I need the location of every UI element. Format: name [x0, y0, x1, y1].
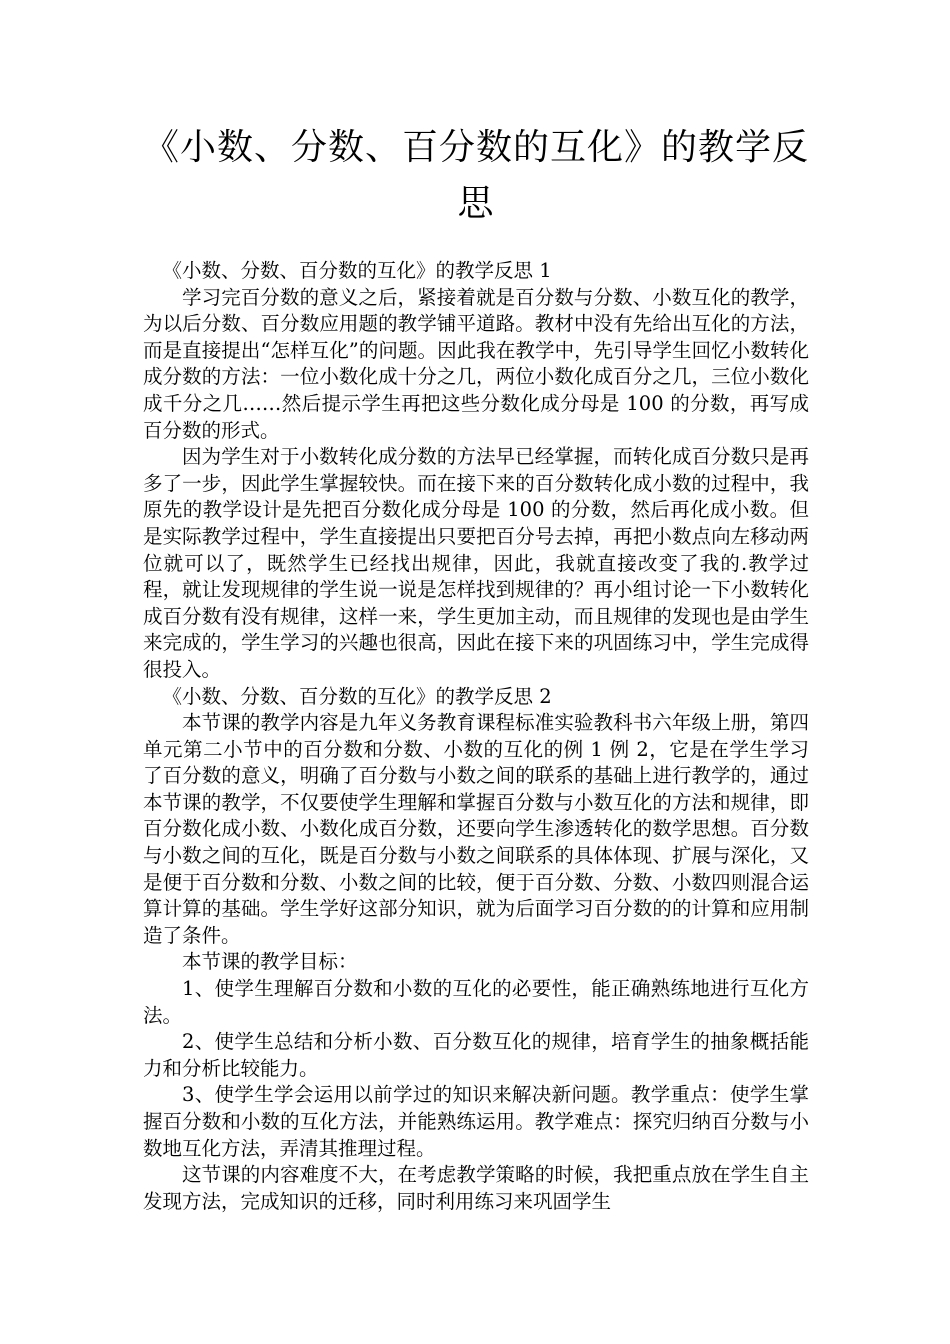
list-item: 3、使学生学会运用以前学过的知识来解决新问题。教学重点：使学生掌握百分数和小数的互化方法，并能熟练运用。教学难点：探究归纳百分数与小数地互化方法，弄清其推理过程。: [143, 1083, 809, 1160]
list-item: 2、使学生总结和分析小数、百分数互化的规律，培育学生的抽象概括能力和分析比较能力。: [143, 1030, 809, 1080]
section-heading: 《小数、分数、百分数的互化》的教学反思 1: [162, 259, 552, 282]
paragraph: 因为学生对于小数转化成分数的方法早已经掌握，而转化成百分数只是再多了一步，因此学生掌握较快。而在接下来的百分数转化成小数的过程中，我原先的教学设计是先把百分数化成分母是 100 的分数，然后再化成小数。但是实际教学过程中，学生直接提出只要把百分号去掉，再把小数点向左移动两位就可以了，既然学生已经找出规律，因此，我就直接改变了我的.教学过程，就让发现规律的学生说一说是怎样找到规律的？再小组讨论一下小数转化成百分数有没有规律，这样一来，学生更加主动，而且规律的发现也是由学生来完成的，学生学习的兴趣也很高，因此在接下来的巩固练习中，学生完成得很投入。: [143, 445, 809, 681]
section-heading: 《小数、分数、百分数的互化》的教学反思 2: [162, 684, 552, 708]
title-line-1: 《小数、分数、百分数的互化》的教学反: [143, 127, 810, 168]
document-body: [143, 258, 809, 1215]
paragraph: 本节课的教学内容是九年义务教育课程标准实验教科书六年级上册，第四单元第二小节中的百分数和分数、小数的互化的例 1 例 2，它是在学生学习了百分数的意义，明确了百分数与小数之间的联系的基础上进行教学的，通过本节课的教学，不仅要使学生理解和掌握百分数与小数互化的方法和规律，即百分数化成小数、小数化成百分数，还要向学生渗透转化的数学思想。百分数与小数之间的互化，既是百分数与小数之间联系的具体体现、扩展与深化，又是便于百分数和分数、小数之间的比较，便于百分数、分数、小数四则混合运算计算的基础。学生学好这部分知识，就为后面学习百分数的的计算和应用制造了条件。: [143, 711, 809, 947]
paragraph: 本节课的教学目标：: [182, 950, 358, 974]
paragraph: 这节课的内容难度不大，在考虑教学策略的时候，我把重点放在学生自主发现方法，完成知识的迁移，同时利用练习来巩固学生: [143, 1163, 809, 1213]
document-title: [143, 120, 809, 232]
list-item: 1、使学生理解百分数和小数的互化的必要性，能正确熟练地进行互化方法。: [143, 977, 809, 1027]
document-page: [143, 120, 809, 1215]
title-line-2: 思: [457, 183, 495, 224]
paragraph: 学习完百分数的意义之后，紧接着就是百分数与分数、小数互化的教学，为以后分数、百分数应用题的教学铺平道路。教材中没有先给出互化的方法，而是直接提出“怎样互化”的问题。因此我在教学中，先引导学生回忆小数转化成分数的方法：一位小数化成十分之几，两位小数化成百分之几，三位小数化成千分之几……然后提示学生再把这些分数化成分母是 100 的分数，再写成百分数的形式。: [143, 285, 809, 442]
